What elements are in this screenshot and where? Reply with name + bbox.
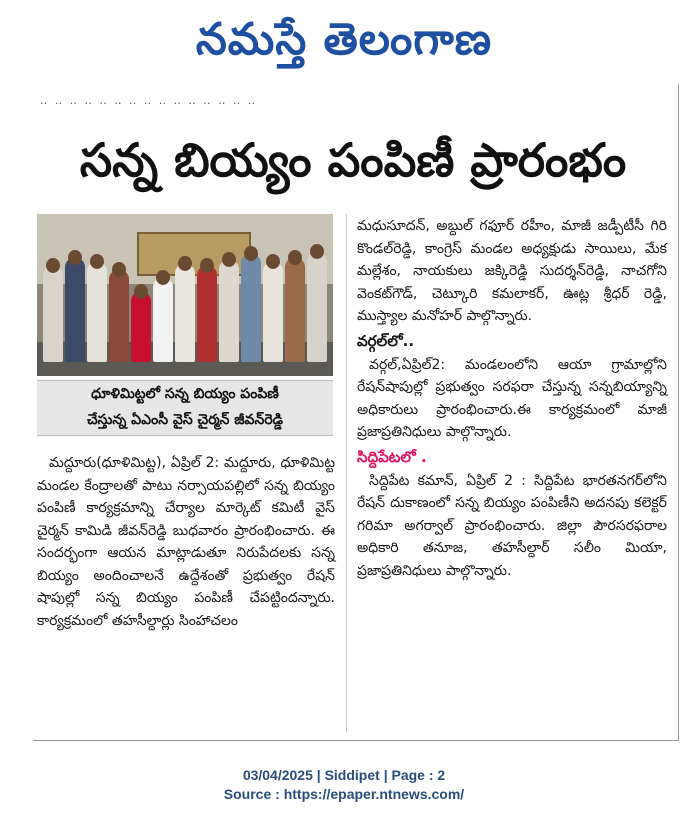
newspaper-masthead xyxy=(0,4,688,76)
footer-date-edition: 03/04/2025 | Siddipet | Page : 2 xyxy=(242,767,446,783)
section-text-siddipet: సిద్దిపేట కమాన్, ఏప్రిల్ 2 : సిద్దిపేట భారతనగర్‌లోని రేషన్ దుకాణంలో సన్న బియ్యం పంపిణీని అదనపు కలెక్టర్ గరిమా అగర్వాల్ ప్రారంభించారు. జిల్లా పౌరసరఫరాల అధికారి తనూజ, తహసీల్దార్ సలీం మియా, ప్రజాప్రతినిధులు పాల్గొన్నారు. xyxy=(357,472,667,579)
clipping-footer xyxy=(0,766,688,804)
article-headline: సన్న బియ్యం పంపిణీ ప్రారంభం xyxy=(79,133,627,187)
masthead-logo: నమస్తే తెలంగాణ xyxy=(195,14,493,65)
column-divider xyxy=(346,214,347,732)
section-subhead-vargal: వర్గల్‌లో.. xyxy=(357,331,415,350)
cut-text-line: ‥ ‥ ‥ ‥ ‥ ‥ ‥ ‥ ‥ ‥ ‥ ‥ ‥ ‥ ‥ xyxy=(40,94,258,104)
article-paragraph: మద్దూరు(ధూళిమిట్ట), ఏప్రిల్ 2: మద్దూరు, ధూళిమిట్ట మండల కేంద్రాలతో పాటు నర్సాయపల్లిలో సన్న బియ్యం పంపిణీ కార్యక్రమాన్ని చేర్యాల మార్కెట్ కమిటీ వైస్ చైర్మన్ కామిడి జీవన్‌రెడ్డి బుధవారం ప్రారంభించారు. ఈ సందర్భంగా ఆయన మాట్లాడుతూ నిరుపేదలకు సన్న బియ్యం అందించాలనే ఉద్దేశంతో ప్రభుత్వం రేషన్ షాపుల్లో సన్న బియ్యం పంపిణీ చేపట్టిందన్నారు. కార్యక్రమంలో తహసీల్దార్లు సింహాచలం xyxy=(37,455,335,629)
article-left-column xyxy=(37,452,335,632)
footer-source-link[interactable]: Source : https://epaper.ntnews.com/ xyxy=(223,786,465,802)
section-text-vargal: వర్గల్,ఏప్రిల్2: మండలంలోని ఆయా గ్రామాల్లోని రేషన్‌షాపుల్లో ప్రభుత్వం సరఫరా చేస్తున్న సన్నబియ్యాన్ని అధికారులు ప్రారంభించారు.ఈ కార్యక్రమంలో మాజీ ప్రజాప్రతినిధులు పాల్గొన్నారు. xyxy=(357,356,667,440)
section-subhead-siddipet: సిద్దిపేటలో . xyxy=(357,447,427,466)
photo-caption xyxy=(37,380,333,436)
photo-caption-line-2: చేస్తున్న ఏఎంసీ వైస్ చైర్మన్ జీవన్‌రెడ్డి xyxy=(87,412,283,428)
article-right-column xyxy=(357,215,667,582)
article-paragraph: మధుసూదన్, అబ్దుల్ గఫూర్ రహీం, మాజీ జడ్పీటీసీ గిరి కొండల్‌రెడ్డి, కాంగ్రెస్ మండల అధ్యక్షుడు సాయిలు, మేక మల్లేశం, నాయకులు జక్కిరెడ్డి సుదర్శన్‌రెడ్డి, నాచగోని వెంకట్‌గౌడ్, చెట్కూరి కమలాకర్, ఊట్ల శ్రీధర్ రెడ్డి, ముస్త్యాల మనోహర్ పాల్గొన్నారు. xyxy=(357,218,667,324)
article-photo xyxy=(37,214,333,376)
photo-caption-line-1: ధూళిమిట్టలో సన్న బియ్యం పంపిణీ xyxy=(91,386,279,402)
